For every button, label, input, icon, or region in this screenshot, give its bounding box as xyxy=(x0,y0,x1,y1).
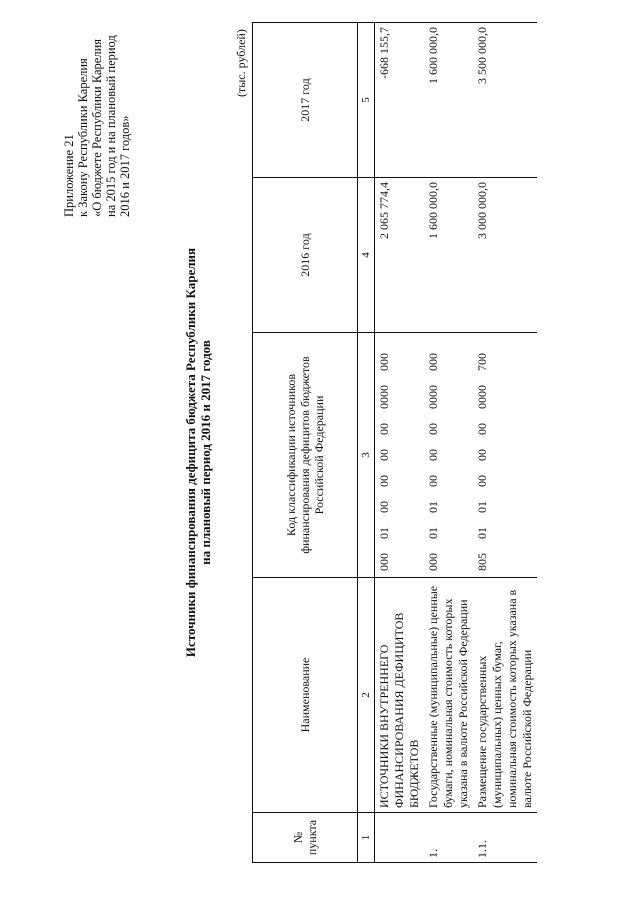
header-2016: 2016 год xyxy=(253,178,358,333)
table-row xyxy=(473,23,537,863)
row-amount-2017: 3 500 000,0 xyxy=(473,23,537,178)
code-part: 00 xyxy=(426,475,440,487)
row-name: Размещение государственных (муниципальных) ценных бумаг, номинальная стоимость которых указана в валюте Российской Федерации xyxy=(473,578,537,813)
row-amount-2017: 1 600 000,0 xyxy=(424,23,473,178)
appendix-line: на 2015 год и на плановый период xyxy=(104,35,118,217)
table-row xyxy=(424,23,473,863)
column-number: 5 xyxy=(358,23,375,178)
code-part: 00 xyxy=(377,449,391,461)
code-part: 01 xyxy=(426,501,440,513)
units-label: (тыс. рублей) xyxy=(234,29,248,97)
row-code xyxy=(375,333,425,578)
row-name: Государственные (муниципальные) ценные бумаги, номинальная стоимость которых указана в валюте Российской Федерации xyxy=(424,578,473,813)
code-part: 700 xyxy=(475,353,489,371)
appendix-line: к Закону Республики Карелия xyxy=(76,58,90,217)
row-code xyxy=(424,333,473,578)
code-part: 000 xyxy=(426,553,440,571)
code-part: 0000 xyxy=(426,385,440,409)
code-part: 00 xyxy=(426,449,440,461)
row-number: 1.1. xyxy=(473,813,537,863)
appendix-line: «О бюджете Республики Карелия xyxy=(90,38,104,217)
column-number-row xyxy=(358,23,375,863)
row-name: ИСТОЧНИКИ ВНУТРЕННЕГО ФИНАНСИРОВАНИЯ ДЕФИЦИТОВ БЮДЖЕТОВ xyxy=(375,578,425,813)
code-part: 00 xyxy=(475,423,489,435)
row-amount-2017: -668 155,7 xyxy=(375,23,425,178)
row-number: 1. xyxy=(424,813,473,863)
row-amount-2016: 3 000 000,0 xyxy=(473,178,537,333)
row-amount-2016: 2 065 774,4 xyxy=(375,178,425,333)
code-part: 0000 xyxy=(377,385,391,409)
header-code: Код классификации источников финансирования дефицитов бюджетов Российской Федерации xyxy=(253,333,358,578)
header-name: Наименование xyxy=(253,578,358,813)
appendix-line: Приложение 21 xyxy=(62,134,76,217)
title-line-2: на плановый период 2016 и 2017 годов xyxy=(198,340,213,565)
code-part: 00 xyxy=(377,423,391,435)
column-number: 1 xyxy=(358,813,375,863)
code-part: 01 xyxy=(475,501,489,513)
code-part: 01 xyxy=(426,527,440,539)
code-part: 805 xyxy=(475,553,489,571)
code-part: 00 xyxy=(377,475,391,487)
code-part: 0000 xyxy=(475,385,489,409)
row-number xyxy=(375,813,425,863)
code-part: 00 xyxy=(475,475,489,487)
appendix-note xyxy=(62,0,132,217)
header-no: № пункта xyxy=(253,813,358,863)
code-part: 00 xyxy=(475,449,489,461)
title-line-1: Источники финансирования дефицита бюджета Республики Карелия xyxy=(183,247,198,658)
code-part: 000 xyxy=(377,353,391,371)
row-code xyxy=(473,333,537,578)
column-number: 3 xyxy=(358,333,375,578)
code-part: 00 xyxy=(377,501,391,513)
row-amount-2016: 1 600 000,0 xyxy=(424,178,473,333)
code-part: 01 xyxy=(475,527,489,539)
code-part: 000 xyxy=(377,553,391,571)
code-part: 01 xyxy=(377,527,391,539)
code-part: 000 xyxy=(426,353,440,371)
column-number: 4 xyxy=(358,178,375,333)
header-2017: 2017 год xyxy=(253,23,358,178)
table-row xyxy=(375,23,425,863)
document-title xyxy=(183,0,213,905)
code-part: 00 xyxy=(426,423,440,435)
header-row xyxy=(253,23,358,863)
column-number: 2 xyxy=(358,578,375,813)
appendix-line: 2016 и 2017 годов» xyxy=(118,115,132,217)
financing-sources-table xyxy=(252,22,537,863)
